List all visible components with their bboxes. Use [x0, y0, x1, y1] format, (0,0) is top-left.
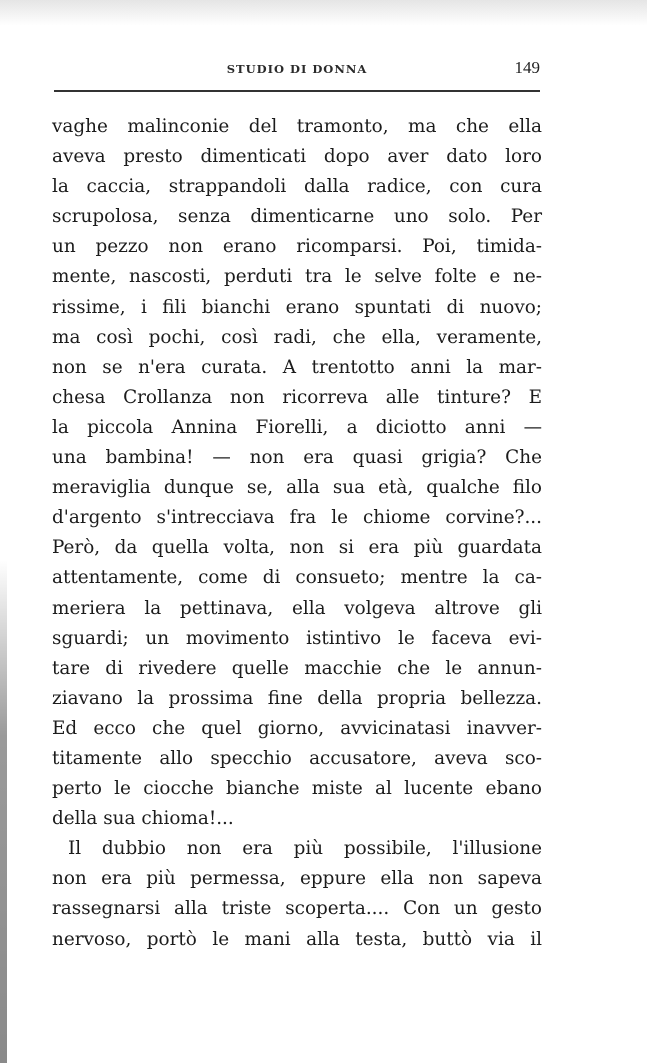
- text-line: chesa Crollanza non ricorreva alle tinture? E: [52, 386, 542, 408]
- text-line: non se n'era curata. A trentotto anni la mar-: [52, 356, 542, 378]
- text-line: un pezzo non erano ricomparsi. Poi, timida-: [52, 236, 542, 258]
- text-line: aveva presto dimenticati dopo aver dato loro: [52, 146, 542, 168]
- text-line: Però, da quella volta, non si era più guardata: [52, 537, 542, 559]
- body-text: [52, 112, 542, 955]
- text-line: Ed ecco che quel giorno, avvicinatasi inavver-: [52, 717, 542, 739]
- text-line: una bambina! — non era quasi grigia? Che: [52, 447, 542, 469]
- text-line: d'argento s'intrecciava fra le chiome corvine?...: [52, 507, 542, 529]
- text-line: sguardi; un movimento istintivo le faceva evi-: [52, 627, 542, 649]
- text-line: ma così pochi, così radi, che ella, veramente,: [52, 326, 542, 348]
- scan-top-edge: [0, 0, 647, 26]
- running-title: STUDIO DI DONNA: [226, 62, 368, 76]
- text-line: vaghe malinconie del tramonto, ma che ella: [52, 116, 542, 137]
- text-line: mente, nascosti, perduti tra le selve folte e ne-: [52, 266, 542, 288]
- header-rule: [54, 90, 540, 92]
- text-line: la piccola Annina Fiorelli, a diciotto anni —: [52, 416, 542, 438]
- text-line: nervoso, portò le mani alla testa, buttò via il: [52, 928, 542, 950]
- page-number: 149: [514, 58, 540, 77]
- text-line: ziavano la prossima fine della propria bellezza.: [52, 687, 542, 709]
- text-line: titamente allo specchio accusatore, aveva sco-: [52, 747, 542, 769]
- text-line: non era più permessa, eppure ella non sapeva: [52, 868, 542, 890]
- text-line: attentamente, come di consueto; mentre la ca-: [52, 567, 542, 589]
- text-line: perto le ciocche bianche miste al lucente ebano: [52, 778, 542, 800]
- text-line: rassegnarsi alla triste scoperta.... Con un gesto: [52, 898, 542, 920]
- running-head: [54, 58, 540, 82]
- paragraph-start-line: Il dubbio non era più possibile, l'illusione: [68, 838, 542, 860]
- paragraph-end-line: della sua chioma!...: [52, 808, 234, 830]
- text-line: tare di rivedere quelle macchie che le annun-: [52, 657, 542, 679]
- text-line: meriera la pettinava, ella volgeva altrove gli: [52, 597, 542, 619]
- text-line: meraviglia dunque se, alla sua età, qualche filo: [52, 477, 542, 499]
- text-line: scrupolosa, senza dimenticarne uno solo. Per: [52, 206, 542, 228]
- text-line: rissime, i fili bianchi erano spuntati di nuovo;: [52, 296, 542, 318]
- binding-gutter-shadow: [0, 560, 7, 1063]
- text-line: la caccia, strappandoli dalla radice, con cura: [52, 176, 542, 198]
